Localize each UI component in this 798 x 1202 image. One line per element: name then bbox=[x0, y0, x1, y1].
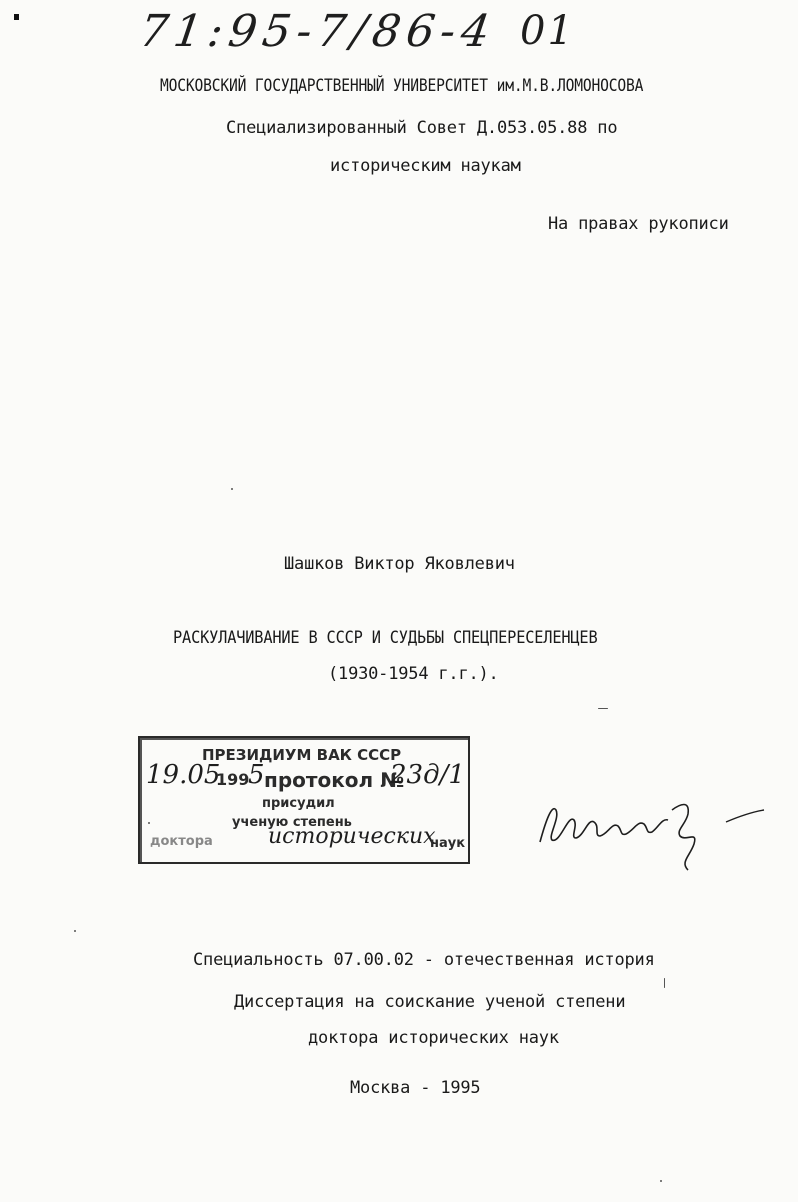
stamp-line-4: ученую степень bbox=[232, 815, 352, 830]
stamp-line-3: присудил bbox=[262, 796, 335, 811]
scan-speck bbox=[74, 930, 76, 932]
stamp-header: ПРЕЗИДИУМ ВАК СССР bbox=[202, 746, 402, 764]
council-line-1: Специализированный Совет Д.053.05.88 по bbox=[226, 118, 618, 138]
archive-number: 71:95-7/86-4 bbox=[136, 6, 499, 57]
council-line-2: историческим наукам bbox=[330, 156, 521, 176]
degree-line-1: Диссертация на соискание ученой степени bbox=[234, 992, 626, 1012]
stamp-field: исторических bbox=[268, 824, 436, 849]
stamp-year: 5 bbox=[248, 760, 265, 790]
stamp-line-5-prefix: доктора bbox=[150, 834, 213, 849]
degree-line-2: доктора исторических наук bbox=[308, 1028, 559, 1048]
vak-stamp bbox=[138, 736, 470, 864]
scan-speck bbox=[660, 1180, 662, 1182]
university-name: МОСКОВСКИЙ ГОСУДАРСТВЕННЫЙ УНИВЕРСИТЕТ им.М.В.ЛОМОНОСОВА bbox=[160, 76, 644, 96]
scan-speck bbox=[148, 822, 150, 824]
stamp-line-5-suffix: наук bbox=[430, 836, 466, 851]
stamp-date: 19.05 bbox=[146, 760, 221, 790]
sheet-number: 01 bbox=[520, 8, 575, 54]
scan-speck bbox=[598, 708, 608, 709]
city-year: Москва - 1995 bbox=[350, 1078, 481, 1098]
specialty: Специальность 07.00.02 - отечественная история bbox=[193, 950, 655, 970]
corner-mark bbox=[14, 14, 19, 20]
dissertation-title: РАСКУЛАЧИВАНИЕ В СССР И СУДЬБЫ СПЕЦПЕРЕСЕЛЕНЦЕВ bbox=[173, 628, 598, 648]
stamp-year-prefix: 199 bbox=[216, 770, 250, 789]
stamp-protocol-number: 23д/1 bbox=[390, 760, 465, 790]
author-name: Шашков Виктор Яковлевич bbox=[284, 554, 515, 574]
scan-speck bbox=[231, 488, 233, 490]
manuscript-rights: На правах рукописи bbox=[548, 214, 729, 234]
signature bbox=[530, 770, 770, 880]
scan-speck bbox=[664, 978, 665, 988]
stamp-protocol-label: протокол № bbox=[264, 768, 405, 792]
dissertation-years: (1930-1954 г.г.). bbox=[328, 664, 499, 684]
